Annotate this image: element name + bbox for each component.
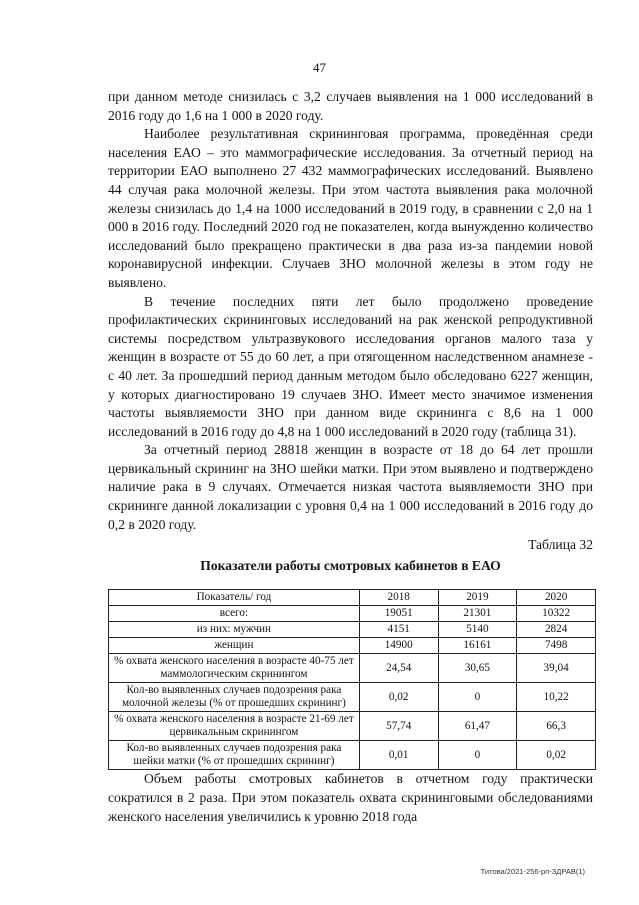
table-title: Показатели работы смотровых кабинетов в ЕАО bbox=[200, 557, 501, 573]
header-cell: 2018 bbox=[359, 590, 438, 606]
table-cell: 10322 bbox=[517, 606, 596, 622]
table-cell: 39,04 bbox=[517, 654, 596, 683]
table-cell: 14900 bbox=[359, 638, 438, 654]
table-cell: 24,54 bbox=[359, 654, 438, 683]
table-cell: 0,02 bbox=[517, 741, 596, 770]
table-cell: 2824 bbox=[517, 622, 596, 638]
header-cell: Показатель/ год bbox=[109, 590, 360, 606]
table-row bbox=[109, 638, 596, 654]
document-footer: Титова/2021-256-рп-ЗДРАВ(1) bbox=[480, 867, 585, 876]
table-cell: 30,65 bbox=[438, 654, 517, 683]
table-cell: 10,22 bbox=[517, 683, 596, 712]
paragraph-4: За отчетный период 28818 женщин в возрасте от 18 до 64 лет прошли цервикальный скрининг на ЗНО шейки матки. При этом выявлено и подтверждено наличие рака в 9 случаях. Отмечается низкая частота выявляемости ЗНО при скрининге данной локализации с уровня 0,4 на 1 000 исследований в 2016 году до 0,2 в 2020 году. bbox=[108, 442, 593, 532]
closing-paragraph: Объем работы смотровых кабинетов в отчетном году практически сократился в 2 раза. При этом показатель охвата скрининговыми обследованиями женского населения увеличились к уровню 2018 года bbox=[108, 771, 593, 824]
table-row bbox=[109, 622, 596, 638]
table-cell: 5140 bbox=[438, 622, 517, 638]
table-cell: 21301 bbox=[438, 606, 517, 622]
table-cell: 0 bbox=[438, 683, 517, 712]
paragraph-2: Наиболее результативная скрининговая программа, проведённая среди населения ЕАО – это маммографические исследования. За отчетный период на территории ЕАО выполнено 27 432 маммографических исследований. Выявлено 44 случая рака молочной железы. При этом частота выявления рака молочной железы снизилась до 1,4 на 1000 исследований в 2019 году, в сравнении с 2,0 на 1 000 в 2016 году. Последний 2020 год не показателен, когда вынужденно количество исследований было прекращено практически в два раза из-за пандемии новой коронавирусной инфекции. Случаев ЗНО молочной железы в этом году не выявлено. bbox=[108, 126, 593, 290]
row-label: всего: bbox=[109, 606, 360, 622]
table-header-row bbox=[109, 590, 596, 606]
page-number: 47 bbox=[313, 60, 326, 75]
row-label: женщин bbox=[109, 638, 360, 654]
table-cell: 57,74 bbox=[359, 712, 438, 741]
table-cell: 19051 bbox=[359, 606, 438, 622]
row-label: Кол-во выявленных случаев подозрения рака молочной железы (% от прошедших скрининг) bbox=[109, 683, 360, 712]
document-body bbox=[108, 88, 593, 826]
table-cell: 7498 bbox=[517, 638, 596, 654]
header-cell: 2019 bbox=[438, 590, 517, 606]
table-cell: 0 bbox=[438, 741, 517, 770]
table-cell: 4151 bbox=[359, 622, 438, 638]
row-label: Кол-во выявленных случаев подозрения рака шейки матки (% от прошедших скрининг) bbox=[109, 741, 360, 770]
row-label: из них: мужчин bbox=[109, 622, 360, 638]
table-cell: 0,01 bbox=[359, 741, 438, 770]
header-cell: 2020 bbox=[517, 590, 596, 606]
row-label: % охвата женского населения в возрасте 21-69 лет цервикальным скринингом bbox=[109, 712, 360, 741]
table-row bbox=[109, 606, 596, 622]
table-row bbox=[109, 654, 596, 683]
row-label: % охвата женского населения в возрасте 40-75 лет маммологическим скринингом bbox=[109, 654, 360, 683]
screening-table bbox=[108, 589, 596, 770]
table-row bbox=[109, 712, 596, 741]
table-label: Таблица 32 bbox=[528, 537, 593, 553]
paragraph-1: при данном методе снизилась с 3,2 случаев выявления на 1 000 исследований в 2016 году до 1,6 на 1 000 в 2020 году. bbox=[108, 89, 593, 123]
table-cell: 0,02 bbox=[359, 683, 438, 712]
table-row bbox=[109, 741, 596, 770]
paragraph-3: В течение последних пяти лет было продолжено проведение профилактических скрининговых исследований на рак женской репродуктивной системы посредством ультразвукового исследования органов малого таза у женщин в возрасте от 55 до 60 лет, а при отягощенном наследственном анамнезе - с 40 лет. За прошедший период данным методом было обследовано 6227 женщин, у которых диагностировано 19 случаев ЗНО. Имеет место значимое изменения частоты выявляемости ЗНО при данном виде скрининга с 8,6 на 1 000 исследований в 2016 году до 4,8 на 1 000 исследований в 2020 году (таблица 31). bbox=[108, 293, 593, 439]
table-cell: 61,47 bbox=[438, 712, 517, 741]
table-row bbox=[109, 683, 596, 712]
table-cell: 16161 bbox=[438, 638, 517, 654]
table-cell: 66,3 bbox=[517, 712, 596, 741]
